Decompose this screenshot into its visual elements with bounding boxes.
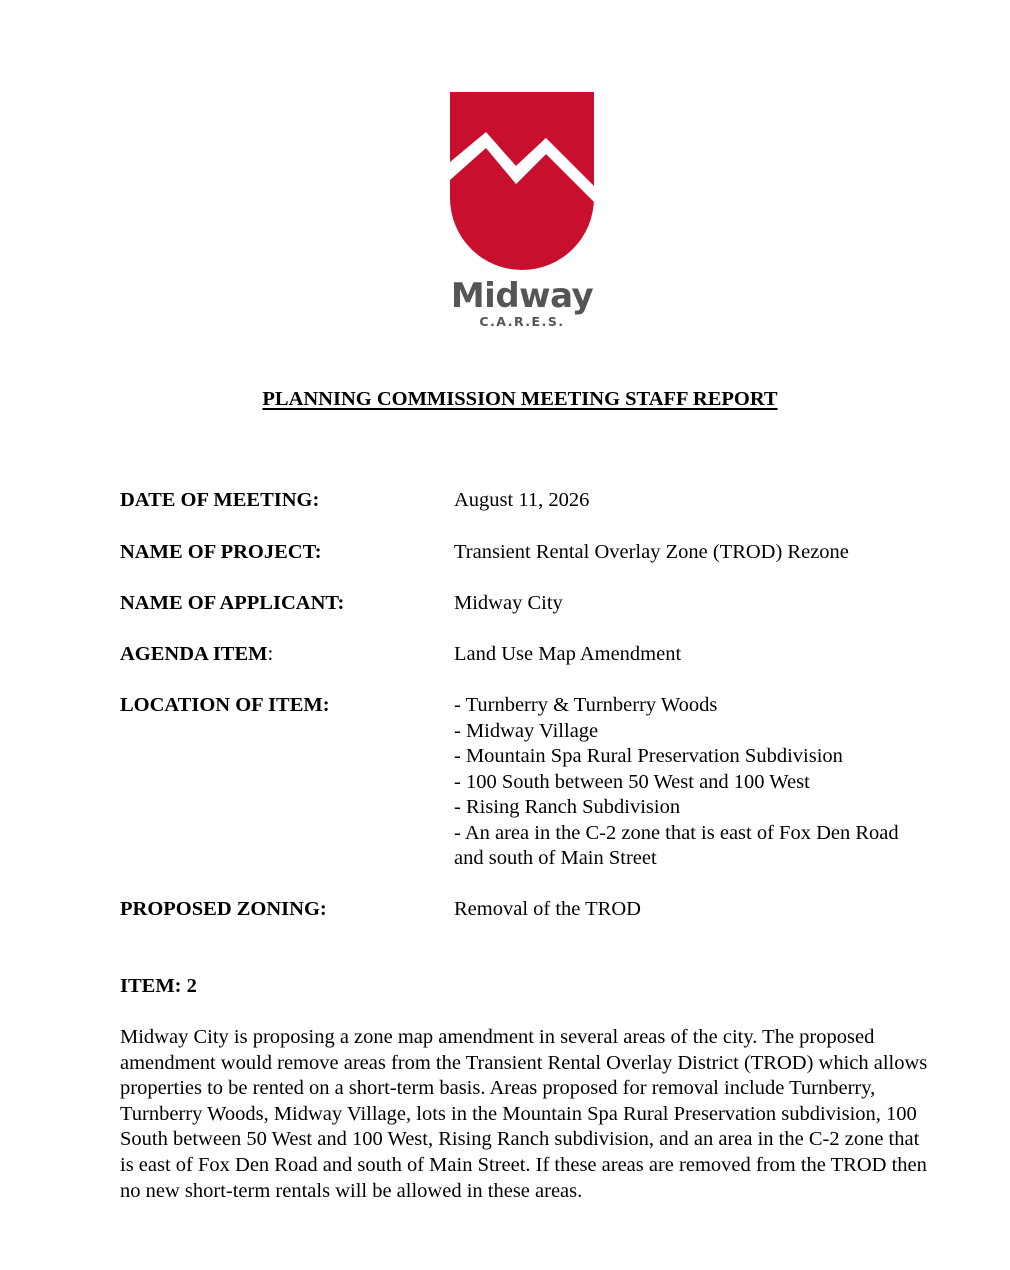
location-list-item: - Turnberry & Turnberry Woods xyxy=(454,694,718,716)
location-list xyxy=(454,693,934,872)
logo-wordmark: Midway xyxy=(450,276,594,316)
field-label-text: AGENDA ITEM xyxy=(120,643,268,665)
body-paragraph: Midway City is proposing a zone map amendment in several areas of the city. The proposed amendment would remove areas from the Transient Rental Overlay District (TROD) which allows properties to be rented on a short-term basis. Areas proposed for removal include Turnberry, Turnberry Woods, Midway Village, lots in the Mountain Spa Rural Preservation subdivision, 100 South between 50 West and 100 West, Rising Ranch subdivision, and an area in the C-2 zone that is east of Fox Den Road and south of Main Street. If these areas are removed from the TROD then no new short-term rentals will be allowed in these areas. xyxy=(120,1026,928,1202)
field-label: DATE OF MEETING: xyxy=(120,489,320,511)
midway-logo-shield-icon xyxy=(450,92,594,270)
field-label xyxy=(120,642,273,668)
field-value: Removal of the TROD xyxy=(454,898,641,920)
field-value: August 11, 2026 xyxy=(454,489,590,511)
field-label: NAME OF PROJECT: xyxy=(120,541,322,563)
location-list-continuation: and south of Main Street xyxy=(454,847,657,869)
field-label: LOCATION OF ITEM: xyxy=(120,694,330,716)
item-heading: ITEM: 2 xyxy=(120,975,197,997)
field-value: Land Use Map Amendment xyxy=(454,643,682,665)
field-label: PROPOSED ZONING: xyxy=(120,898,327,920)
location-list-item: - Mountain Spa Rural Preservation Subdivision xyxy=(454,745,843,767)
field-label: NAME OF APPLICANT: xyxy=(120,592,345,614)
location-list-item: - Rising Ranch Subdivision xyxy=(454,796,681,818)
location-list-item: - An area in the C-2 zone that is east of Fox Den Road xyxy=(454,821,899,844)
field-value: Transient Rental Overlay Zone (TROD) Rezone xyxy=(454,541,849,563)
report-title: PLANNING COMMISSION MEETING STAFF REPORT xyxy=(262,388,778,410)
location-list-item: - Midway Village xyxy=(454,719,599,742)
field-label-colon: : xyxy=(267,643,274,665)
logo-subtitle: C.A.R.E.S. xyxy=(479,314,565,329)
field-value: Midway City xyxy=(454,592,563,614)
location-list-item: - 100 South between 50 West and 100 West xyxy=(454,770,810,793)
